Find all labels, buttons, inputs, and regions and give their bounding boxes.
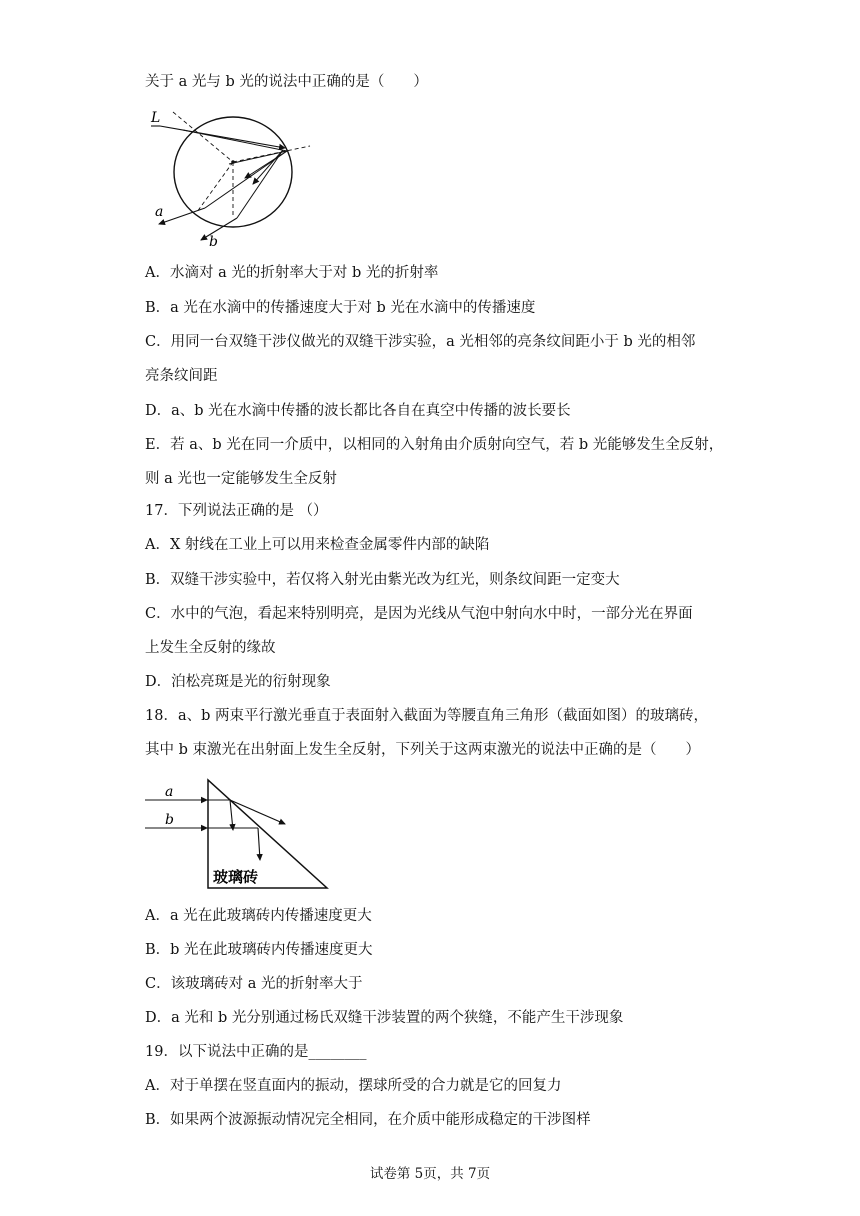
question-18-stem-line2: 其中 b 束激光在出射面上发生全反射，下列关于这两束激光的说法中正确的是（ ）: [145, 742, 700, 758]
question-19-stem: 19．以下说法中正确的是________: [145, 1044, 367, 1060]
label-a: a: [155, 204, 164, 220]
option-18c: C．该玻璃砖对 a 光的折射率大于: [145, 976, 363, 992]
option-18a: A．a 光在此玻璃砖内传播速度更大: [145, 908, 372, 924]
option-18b: B．b 光在此玻璃砖内传播速度更大: [145, 942, 373, 958]
option-17a: A．X 射线在工业上可以用来检查金属零件内部的缺陷: [145, 537, 490, 553]
label-b: b: [165, 812, 174, 828]
option-17c-line2: 上发生全反射的缘故: [145, 640, 276, 656]
option-16d: D．a、b 光在水滴中传播的波长都比各自在真空中传播的波长要长: [145, 403, 571, 419]
label-b: b: [209, 234, 218, 250]
option-16e-line2: 则 a 光也一定能够发生全反射: [145, 471, 337, 487]
option-18d: D．a 光和 b 光分别通过杨氏双缝干涉装置的两个狭缝，不能产生干涉现象: [145, 1010, 624, 1026]
page-footer: 试卷第 5页，共 7页: [369, 1166, 491, 1182]
option-16b: B．a 光在水滴中的传播速度大于对 b 光在水滴中的传播速度: [145, 300, 536, 316]
prism-caption: 玻璃砖: [213, 868, 259, 886]
option-17b: B．双缝干涉实验中，若仅将入射光由紫光改为红光，则条纹间距一定变大: [145, 572, 620, 588]
question-16-stem: 关于 a 光与 b 光的说法中正确的是（ ）: [145, 74, 428, 90]
option-19b: B．如果两个波源振动情况完全相同，在介质中能形成稳定的干涉图样: [145, 1112, 591, 1128]
incident-ray: [160, 126, 285, 148]
question-18-stem-line1: 18．a、b 两束平行激光垂直于表面射入截面为等腰直角三角形（截面如图）的玻璃砖，: [145, 708, 708, 724]
option-19a: A．对于单摆在竖直面内的振动，摆球所受的合力就是它的回复力: [145, 1078, 562, 1094]
option-17c-line1: C．水中的气泡，看起来特别明亮，是因为光线从气泡中射向水中时，一部分光在界面: [145, 606, 693, 622]
label-L: L: [151, 110, 161, 126]
label-a: a: [165, 784, 174, 800]
option-16e-line1: E．若 a、b 光在同一介质中，以相同的入射角由介质射向空气，若 b 光能够发生全反射，: [145, 437, 724, 453]
water-droplet-figure: [145, 108, 320, 250]
option-16c-line2: 亮条纹间距: [145, 368, 218, 384]
question-17-stem: 17．下列说法正确的是 （）: [145, 503, 328, 519]
option-16c-line1: C．用同一台双缝干涉仪做光的双缝干涉实验，a 光相邻的亮条纹间距小于 b 光的相邻: [145, 334, 696, 350]
option-17d: D．泊松亮斑是光的衍射现象: [145, 674, 331, 690]
option-16a: A．水滴对 a 光的折射率大于对 b 光的折射率: [145, 265, 439, 281]
glass-prism-figure: [145, 776, 335, 894]
